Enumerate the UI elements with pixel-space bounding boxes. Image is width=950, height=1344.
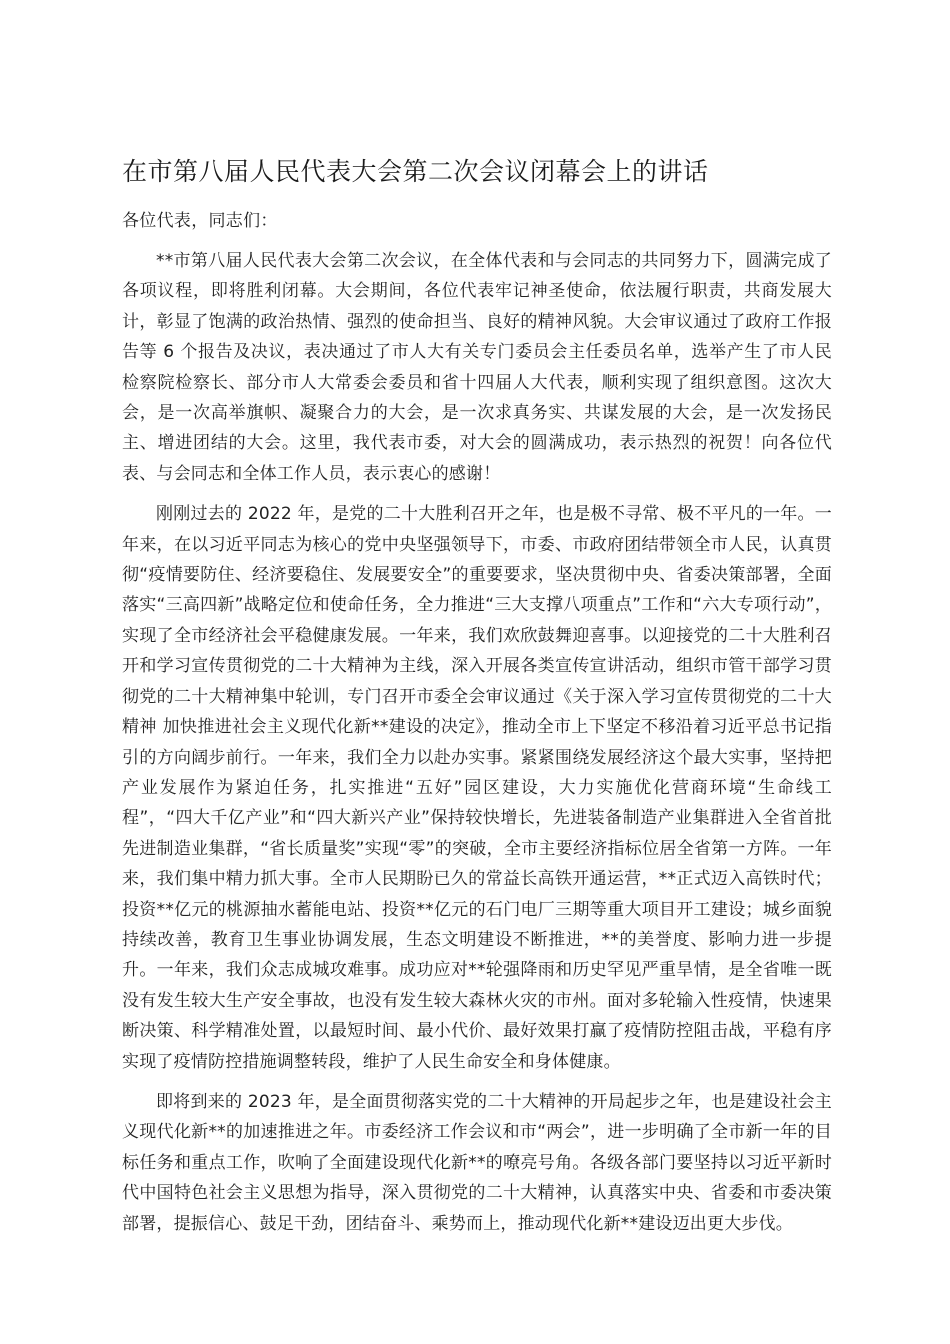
paragraph-review-2022: 刚刚过去的 2022 年，是党的二十大胜利召开之年，也是极不寻常、极不平凡的一年。一年来，在以习近平同志为核心的党中央坚强领导下，市委、市政府团结带领全市人民，认真贯彻“疫情要防住、经济要稳住、发展要安全”的重要要求，坚决贯彻中央、省委决策部署，全面落实“三高四新”战略定位和使命任务，全力推进“三大支撑八项重点”工作和“六大专项行动”，实现了全市经济社会平稳健康发展。一年来，我们欢欣鼓舞迎喜事。以迎接党的二十大胜利召开和学习宣传贯彻党的二十大精神为主线，深入开展各类宣传宣讲活动，组织市管干部学习贯彻党的二十大精神集中轮训，专门召开市委全会审议通过《关于深入学习宣传贯彻党的二十大精神 加快推进社会主义现代化新**建设的决定》，推动全市上下坚定不移沿着习近平总书记指引的方向阔步前行。一年来，我们全力以赴办实事。紧紧围绕发展经济这个最大实事，坚持把产业发展作为紧迫任务，扎实推进“五好”园区建设，大力实施优化营商环境“生命线工程”，“四大千亿产业”和“四大新兴产业”保持较快增长，先进装备制造产业集群进入全省首批先进制造业集群，“省长质量奖”实现“零”的突破，全市主要经济指标位居全省第一方阵。一年来，我们集中精力抓大事。全市人民期盼已久的常益长高铁开通运营，**正式迈入高铁时代；投资**亿元的桃源抽水蓄能电站、投资**亿元的石门电厂三期等重大项目开工建设；城乡面貌持续改善，教育卫生事业协调发展，生态文明建设不断推进，**的美誉度、影响力进一步提升。一年来，我们众志成城攻难事。成功应对**轮强降雨和历史罕见严重旱情，是全省唯一既没有发生较大生产安全事故，也没有发生较大森林火灾的市州。面对多轮输入性疫情，快速果断决策、科学精准处置，以最短时间、最小代价、最好效果打赢了疫情防控阻击战，平稳有序实现了疫情防控措施调整转段，维护了人民生命安全和身体健康。 (122, 504, 832, 1072)
paragraph-opening: **市第八届人民代表大会第二次会议，在全体代表和与会同志的共同努力下，圆满完成了各项议程，即将胜利闭幕。大会期间，各位代表牢记神圣使命，依法履行职责，共商发展大计，彰显了饱满的政治热情、强烈的使命担当、良好的精神风貌。大会审议通过了政府工作报告等 6 个报告及决议，表决通过了市人大有关专门委员会主任委员名单，选举产生了市人民检察院检察长、部分市人大常委会委员和省十四届人大代表，顺利实现了组织意图。这次大会，是一次高举旗帜、凝聚合力的大会，是一次求真务实、共谋发展的大会，是一次发扬民主、增进团结的大会。这里，我代表市委，对大会的圆满成功，表示热烈的祝贺！向各位代表、与会同志和全体工作人员，表示衷心的感谢！ (122, 251, 832, 484)
document-body (122, 206, 832, 1249)
page-title: 在市第八届人民代表大会第二次会议闭幕会上的讲话 (122, 157, 709, 186)
paragraph-outlook-2023: 即将到来的 2023 年，是全面贯彻落实党的二十大精神的开局起步之年，也是建设社会主义现代化新**的加速推进之年。市委经济工作会议和市“两会”，进一步明确了全市新一年的目标任务和重点工作，吹响了全面建设现代化新**的嘹亮号角。各级各部门要坚持以习近平新时代中国特色社会主义思想为指导，深入贯彻党的二十大精神，认真落实中央、省委和市委决策部署，提振信心、鼓足干劲，团结奋斗、乘势而上，推动现代化新**建设迈出更大步伐。 (122, 1091, 832, 1234)
salutation: 各位代表，同志们： (122, 211, 278, 231)
